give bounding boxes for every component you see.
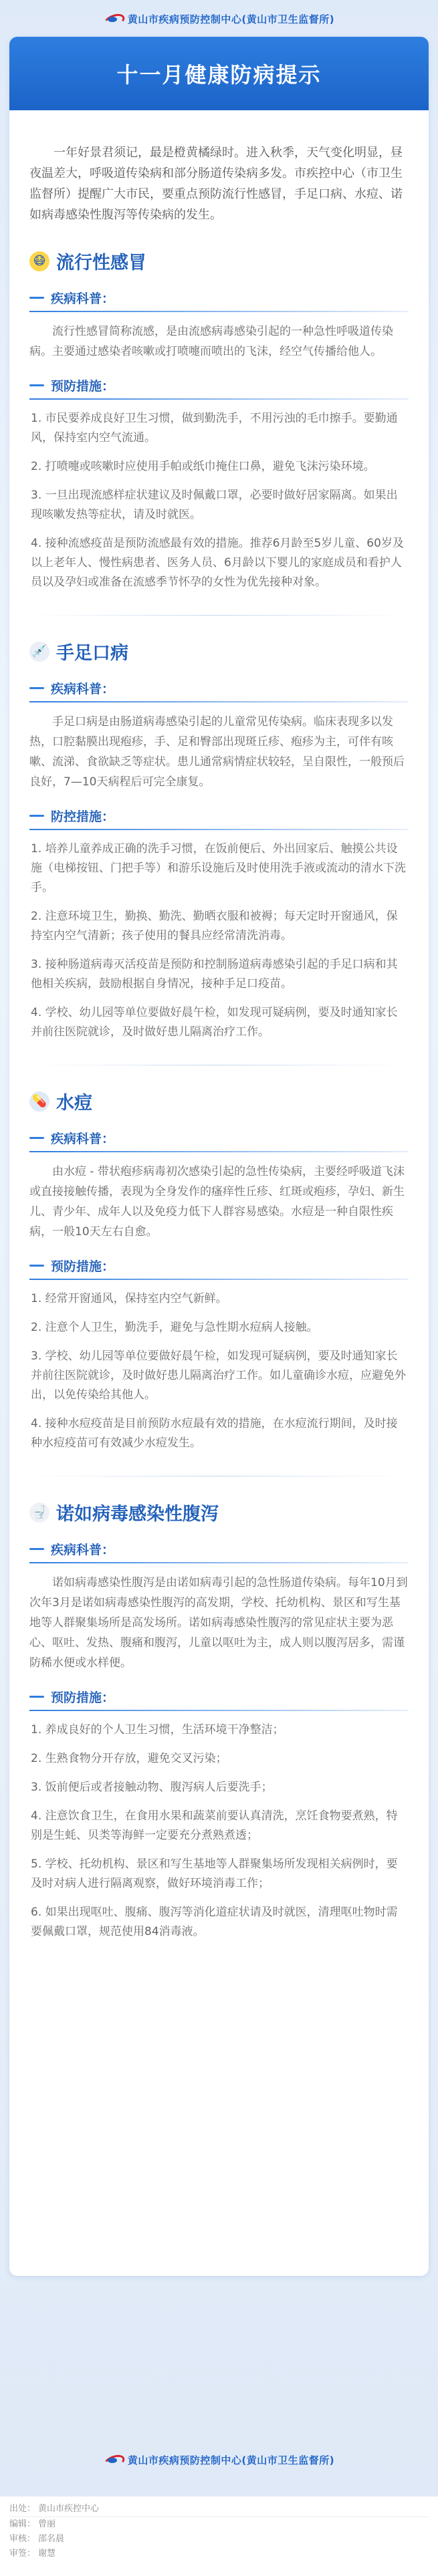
section-1 (29, 248, 409, 592)
section-title (29, 1499, 409, 1525)
header-brand (0, 5, 438, 32)
prevention-label-text: 预防措施： (51, 1690, 115, 1705)
article-meta (0, 2496, 438, 2576)
list-item: 4. 注意饮食卫生，在食用水果和蔬菜前要认真清洗，烹饪食物要煮熟，特别是生蚝、贝类等海鲜一定要充分煮熟煮透； (31, 1809, 398, 1842)
list-item: 3. 饭前便后或者接触动物、腹泻病人后要洗手； (31, 1781, 273, 1794)
science-text: 由水痘 - 带状疱疹病毒初次感染引起的急性传染病，主要经呼吸道飞沫或直接接触传播，表现为全身发作的瘙痒性丘疹、红斑或疱疹，孕妇、新生儿、青少年、成年人以及免疫力低下人群容易感染。水痘是一种自限性疾病，一般10天左右自愈。 (29, 1165, 405, 1239)
prevention-list (29, 840, 409, 1042)
prevention-label (29, 376, 409, 394)
meta-row (0, 2517, 438, 2532)
cdc-logo-icon (104, 13, 122, 25)
toilet-icon: 🚽 (29, 1503, 49, 1523)
science-label-text: 疾病科普： (51, 682, 115, 696)
section-title (29, 638, 409, 664)
prevention-block (29, 1688, 409, 1942)
sections-container (29, 248, 409, 1942)
meta-value: 黄山市疾控中心 (38, 2504, 100, 2514)
article-card (9, 37, 429, 2276)
list-item: 1. 市民要养成良好卫生习惯，做到勤洗手，不用污浊的毛巾擦手。要勤通风，保持室内空气流通。 (31, 412, 398, 444)
science-label (29, 1129, 409, 1147)
list-item: 1. 养成良好的个人卫生习惯，生活环境干净整洁； (31, 1723, 284, 1736)
prevention-label (29, 1688, 409, 1706)
list-item: 2. 生熟食物分开存放，避免交叉污染； (31, 1752, 227, 1765)
science-label-text: 疾病科普： (51, 291, 115, 306)
science-label-text: 疾病科普： (51, 1543, 115, 1557)
page-title: 十一月健康防病提示 (116, 62, 322, 88)
list-item: 4. 接种水痘疫苗是目前预防水痘最有效的措施，在水痘流行期间，及时接种水痘疫苗可有效减少水痘发生。 (31, 1417, 398, 1450)
section-title-text: 流行性感冒 (56, 253, 146, 273)
meta-key: 审核： (9, 2534, 36, 2544)
meta-key: 编辑： (9, 2519, 36, 2529)
science-text: 诺如病毒感染性腹泻是由诺如病毒引起的急性肠道传染病。每年10月到次年3月是诺如病毒感染性腹泻的高发期，学校、托幼机构、景区和写生基地等人群聚集场所是高发场所。诺如病毒感染性腹泻的常见症状主要为恶心、呕吐、发热、腹痛和腹泻，儿童以呕吐为主，成人则以腹泻居多，需谨防稀水便或水样便。 (29, 1576, 408, 1670)
list-item: 2. 打喷嚏或咳嗽时应使用手帕或纸巾掩住口鼻，避免飞沫污染环境。 (31, 460, 375, 473)
prevention-list (29, 1720, 409, 1942)
prevention-label-text: 预防措施： (51, 379, 115, 394)
list-item: 2. 注意个人卫生，勤洗手，避免与急性期水痘病人接触。 (31, 1321, 318, 1334)
science-block (29, 679, 409, 792)
pill-icon: 💊 (29, 1091, 49, 1112)
meta-key: 出处： (9, 2504, 36, 2514)
science-label (29, 1540, 409, 1558)
meta-value: 邵名晨 (38, 2534, 65, 2544)
intro-paragraph: 一年好景君须记，最是橙黄橘绿时。进入秋季，天气变化明显，昼夜温差大，呼吸道传染病和部分肠道传染病多发。市疾控中心（市卫生监督所）提醒广大市民，要重点预防流行性感冒，手足口病、水痘、诺如病毒感染性腹泻等传染病的发生。 (29, 146, 403, 222)
list-item: 1. 培养儿童养成正确的洗手习惯，在饭前便后、外出回家后、触摸公共设施（电梯按钮、门把手等）和游乐设施后及时使用洗手液或流动的清水下洗手。 (31, 842, 406, 894)
section-title-text: 水痘 (56, 1093, 92, 1114)
prevention-block (29, 807, 409, 1042)
title-banner (9, 37, 429, 110)
footer-brand (0, 2446, 438, 2473)
list-item: 2. 注意环境卫生，勤换、勤洗、勤晒衣服和被褥；每天定时开窗通风，保持室内空气清新；孩子使用的餐具应经常清洗消毒。 (31, 910, 398, 942)
prevention-list (29, 1289, 409, 1453)
syringe-icon: 💉 (29, 642, 49, 662)
meta-value: 谢慧 (38, 2549, 56, 2559)
science-label (29, 289, 409, 307)
prevention-block (29, 1257, 409, 1453)
meta-value: 曾丽 (38, 2519, 56, 2529)
list-item: 4. 接种流感疫苗是预防流感最有效的措施。推荐6月龄至5岁儿童、60岁及以上老年人、慢性病患者、医务人员、6月龄以下婴儿的家庭成员和看护人员以及孕妇或准备在流感季节怀孕的女性为优先接种对象。 (31, 537, 404, 589)
list-item: 3. 学校、幼儿园等单位要做好晨午检，如发现可疑病例，要及时通知家长并前往医院就诊，及时做好患儿隔离治疗工作。如儿童确诊水痘，应避免外出，以免传染给其他人。 (31, 1349, 406, 1402)
meta-row (0, 2532, 438, 2547)
section-3 (29, 1065, 409, 1453)
science-label (29, 679, 409, 697)
prevention-label (29, 807, 409, 825)
section-2 (29, 615, 409, 1042)
list-item: 3. 接种肠道病毒灭活疫苗是预防和控制肠道病毒感染引起的手足口病和其他相关疾病，鼓励根据自身情况，接种手足口疫苗。 (31, 958, 398, 991)
article-content (29, 110, 409, 1951)
sick-face-icon: 😷 (29, 251, 49, 271)
prevention-label (29, 1257, 409, 1275)
section-title-text: 诺如病毒感染性腹泻 (56, 1504, 219, 1525)
section-divider (29, 615, 409, 616)
list-item: 1. 经常开窗通风，保持室内空气新鲜。 (31, 1292, 227, 1305)
section-title (29, 248, 409, 274)
science-text: 手足口病是由肠道病毒感染引起的儿童常见传染病。临床表现多以发热，口腔黏膜出现疱疹，手、足和臀部出现斑丘疹、疱疹为主，可伴有咳嗽、流涕、食欲缺乏等症状。患儿通常病情症状较轻，呈自限性，一般预后良好，7—10天病程后可完全康复。 (29, 715, 405, 789)
list-item: 5. 学校、托幼机构、景区和写生基地等人群聚集场所发现相关病例时，要及时对病人进行隔离观察，做好环境消毒工作； (31, 1857, 398, 1890)
science-label-text: 疾病科普： (51, 1132, 115, 1146)
meta-row (0, 2547, 438, 2561)
meta-row (0, 2502, 438, 2517)
science-text: 流行性感冒简称流感，是由流感病毒感染引起的一种急性呼吸道传染病。主要通过感染者咳嗽或打喷嚏而喷出的飞沫，经空气传播给他人。 (29, 325, 393, 358)
header-brand-text: 黄山市疾病预防控制中心(黄山市卫生监督所) (127, 13, 335, 25)
section-title-text: 手足口病 (56, 643, 128, 664)
list-item: 6. 如果出现呕吐、腹痛、腹泻等消化道症状请及时就医，清理呕吐物时需要佩戴口罩，规范使用84消毒液。 (31, 1906, 398, 1938)
prevention-label-text: 防控措施： (51, 809, 115, 824)
footer-brand-text: 黄山市疾病预防控制中心(黄山市卫生监督所) (127, 2454, 335, 2466)
science-block (29, 289, 409, 362)
list-item: 3. 一旦出现流感样症状建议及时佩戴口罩，必要时做好居家隔离。如果出现咳嗽发热等症状，请及时就医。 (31, 489, 398, 521)
meta-key: 审签： (9, 2549, 36, 2559)
section-4 (29, 1476, 409, 1942)
prevention-list (29, 409, 409, 592)
list-item: 4. 学校、幼儿园等单位要做好晨午检，如发现可疑病例，要及时通知家长并前往医院就诊，及时做好患儿隔离治疗工作。 (31, 1006, 398, 1039)
prevention-label-text: 预防措施： (51, 1259, 115, 1274)
prevention-block (29, 376, 409, 592)
science-block (29, 1540, 409, 1673)
cdc-logo-icon (104, 2454, 122, 2466)
science-block (29, 1129, 409, 1242)
section-title (29, 1088, 409, 1114)
